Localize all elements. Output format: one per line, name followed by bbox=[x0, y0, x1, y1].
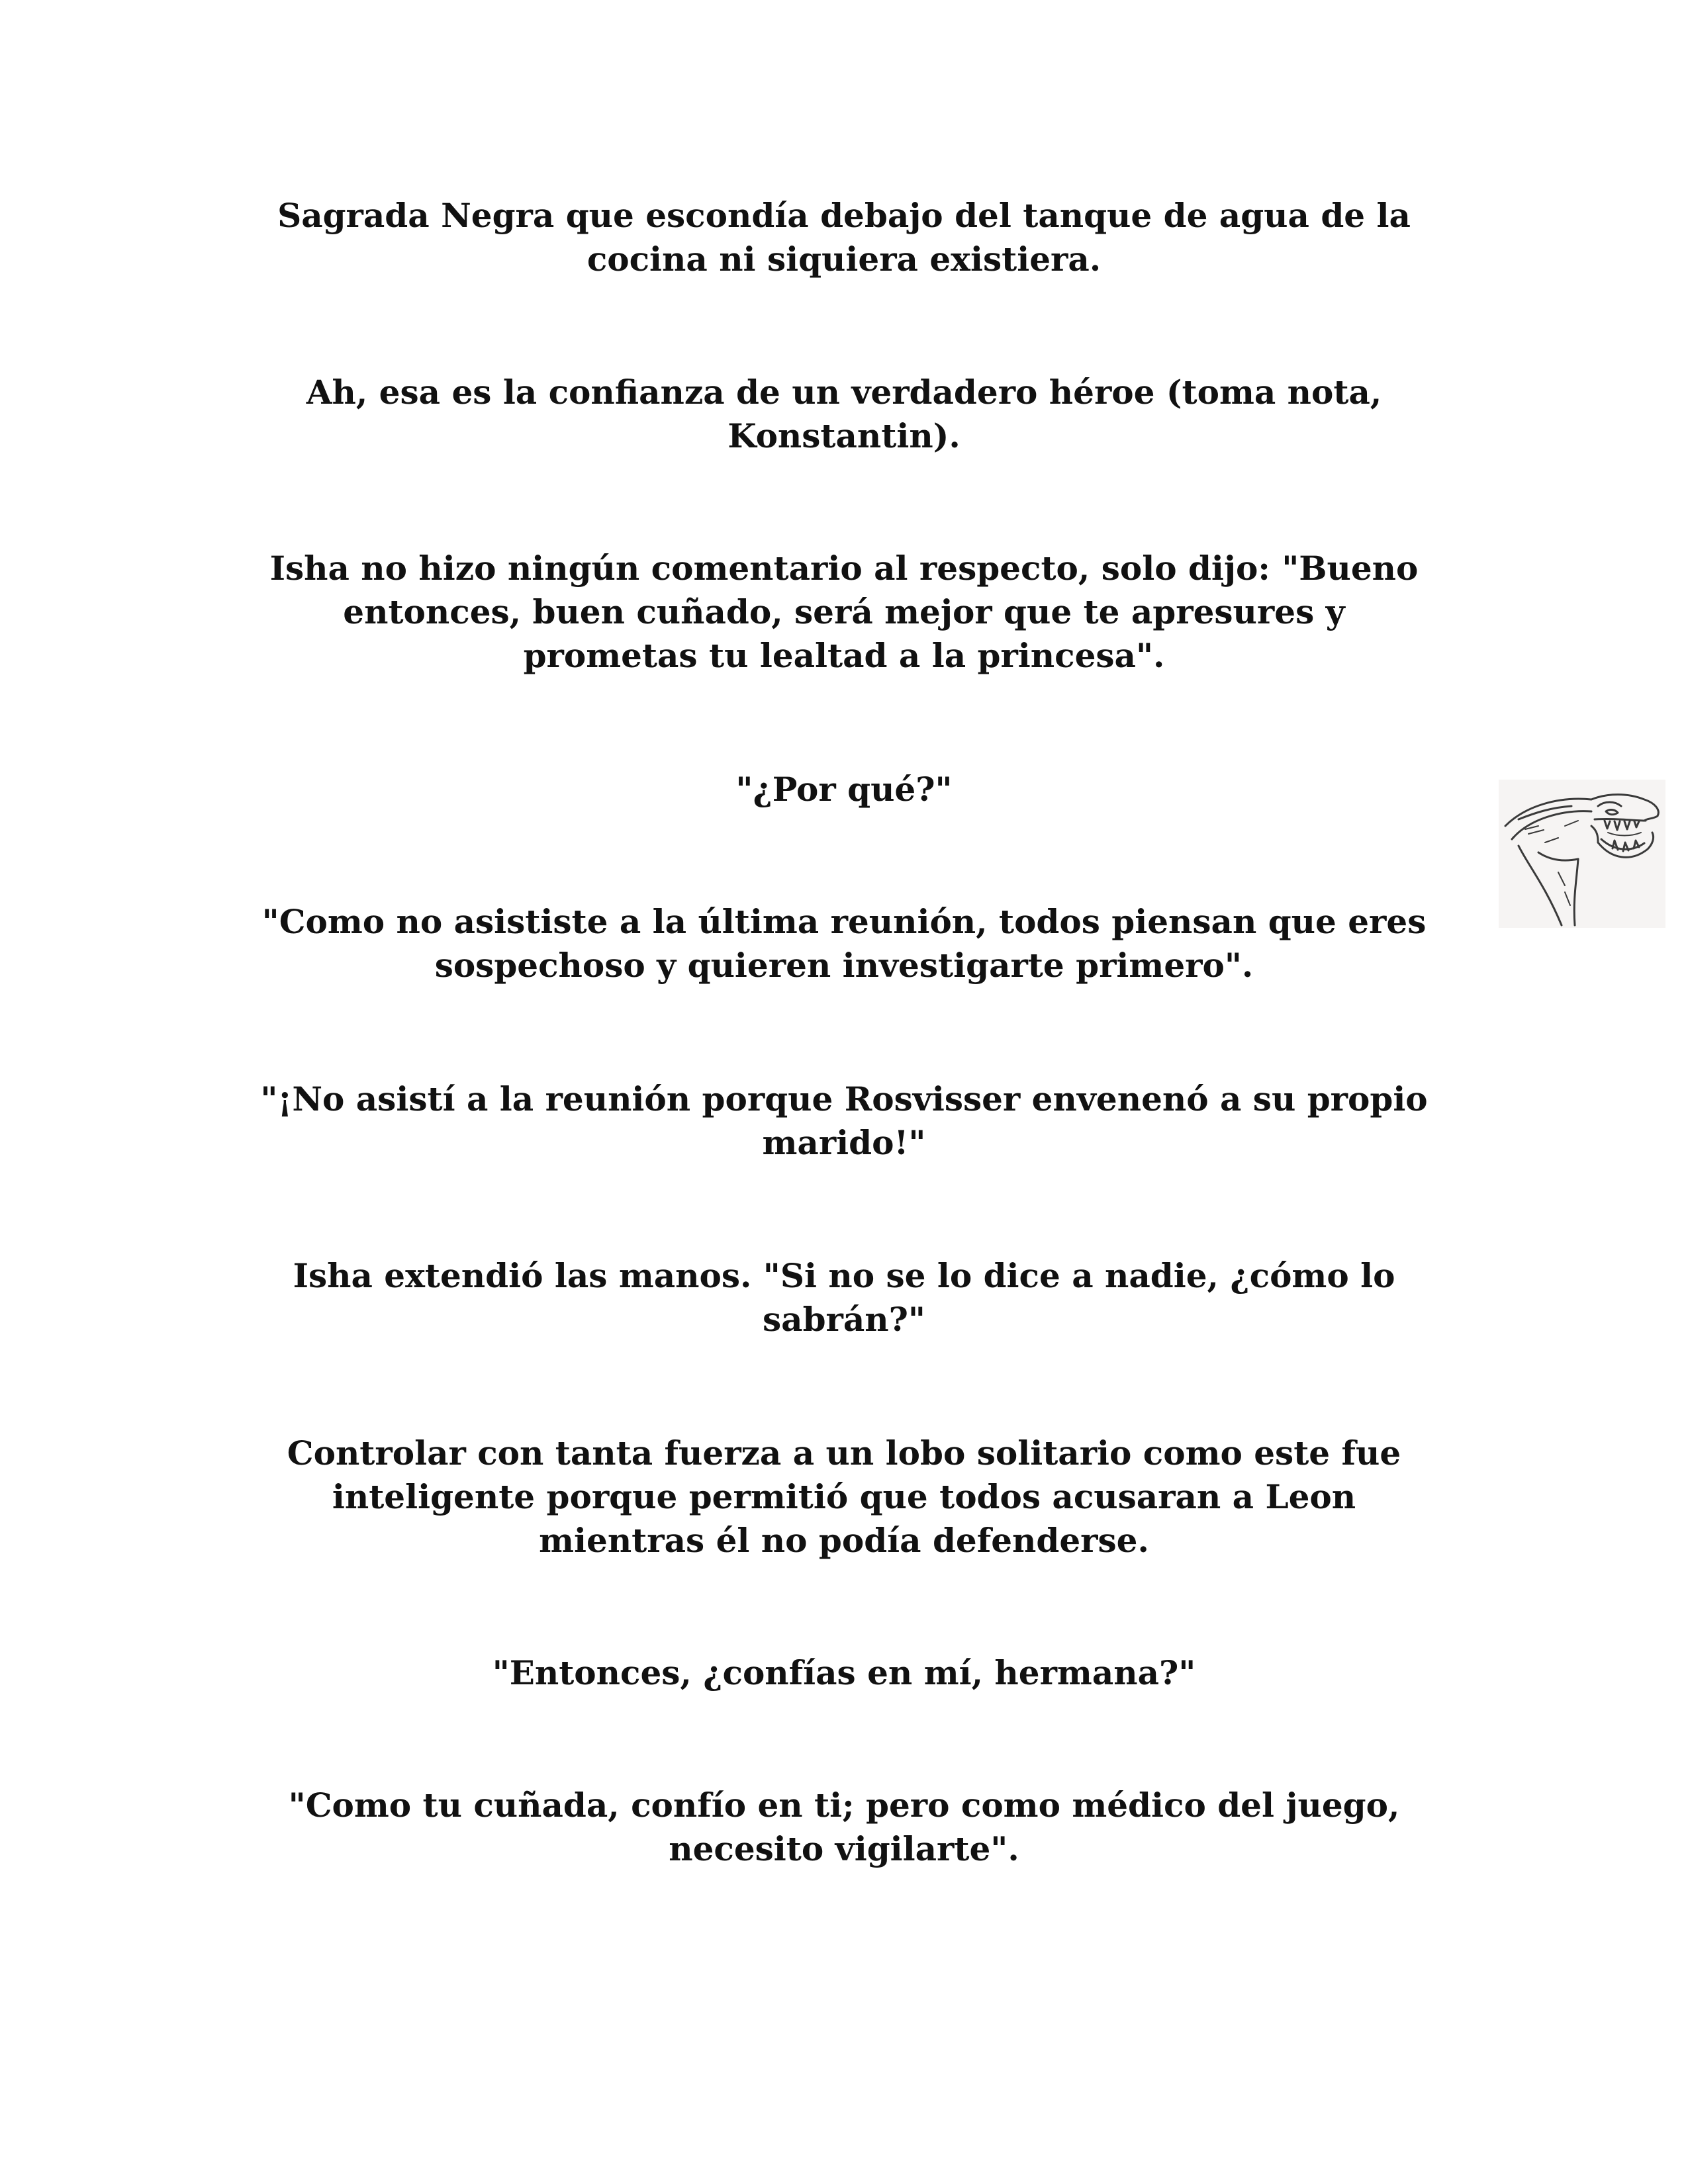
paragraph-9: "Entonces, ¿confías en mí, hermana?" bbox=[492, 1653, 1196, 1692]
paragraph-3: Isha no hizo ningún comentario al respecto, solo dijo: "Bueno entonces, buen cuñado, será mejor que te apresures y prometas tu lealtad a la princesa". bbox=[269, 549, 1419, 675]
paragraph-10: "Como tu cuñada, confío en ti; pero como médico del juego, necesito vigilarte". bbox=[288, 1786, 1400, 1868]
paragraph-5: "Como no asististe a la última reunión, todos piensan que eres sospechoso y quieren investigarte primero". bbox=[261, 902, 1427, 985]
dinosaur-head-sketch-icon bbox=[1499, 780, 1665, 928]
paragraph-2: Ah, esa es la confianza de un verdadero héroe (toma nota, Konstantin). bbox=[306, 373, 1382, 455]
paragraph-6: "¡No asistí a la reunión porque Rosvisser envenenó a su propio marido!" bbox=[260, 1079, 1428, 1162]
paragraph-8: Controlar con tanta fuerza a un lobo solitario como este fue inteligente porque permitió que todos acusaran a Leon mientras él no podía defenderse. bbox=[287, 1433, 1401, 1560]
paragraph-1: Sagrada Negra que escondía debajo del tanque de agua de la cocina ni siquiera existiera. bbox=[277, 196, 1411, 279]
paragraph-7: Isha extendió las manos. "Si no se lo dice a nadie, ¿cómo lo sabrán?" bbox=[293, 1256, 1395, 1339]
paragraph-4: "¿Por qué?" bbox=[735, 770, 953, 809]
